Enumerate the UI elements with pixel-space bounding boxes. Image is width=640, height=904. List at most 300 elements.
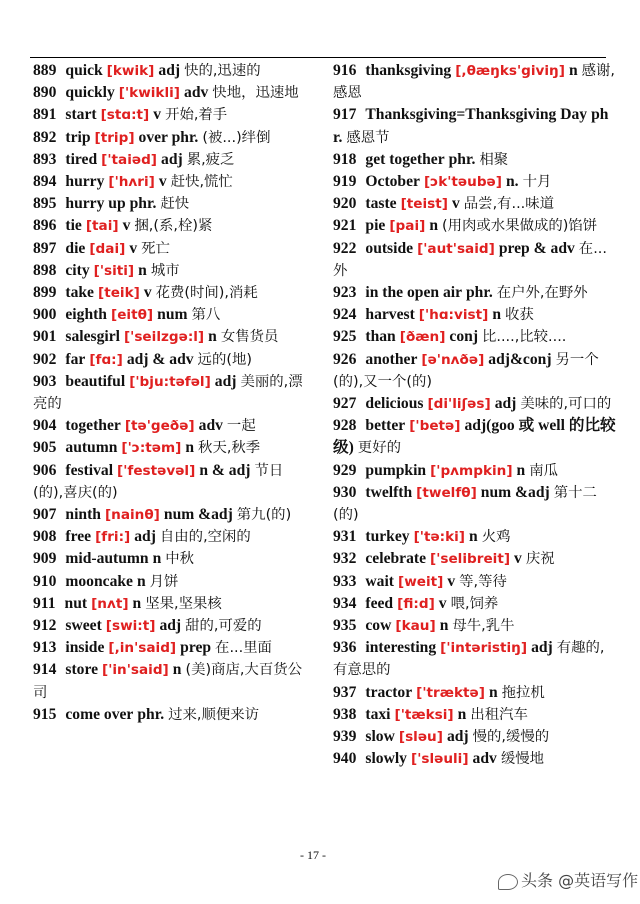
entry-part-of-speech: n (208, 328, 217, 346)
entry-number: 924 (333, 306, 357, 324)
entry-number: 936 (333, 639, 357, 657)
entry-word: die (65, 239, 86, 257)
entry-part-of-speech: v (514, 550, 522, 568)
entry-part-of-speech: conj (449, 328, 479, 346)
entry-word: quick (65, 62, 103, 79)
entry-word: get together (365, 150, 445, 168)
vocab-entry (33, 260, 311, 282)
entry-phonetic: [fɑ:] (89, 351, 123, 368)
entry-part-of-speech: n (138, 261, 147, 279)
vocab-entry (333, 304, 618, 326)
entry-word: hurry up (65, 195, 126, 213)
vocab-entry (333, 526, 618, 548)
vocab-entry (333, 615, 618, 637)
vocab-entry (33, 571, 311, 593)
vocab-entry (333, 238, 618, 282)
entry-definition: 城市 (150, 262, 180, 279)
entry-definition: (用肉或水果做成的)馅饼 (442, 218, 598, 235)
vocab-entry (33, 326, 311, 348)
entry-word: October (365, 173, 420, 191)
vocab-entry (33, 304, 311, 326)
entry-definition: 死亡 (141, 240, 170, 257)
entry-part-of-speech: adj (161, 150, 183, 168)
entry-number: 940 (333, 750, 357, 768)
entry-phonetic: ['pʌmpkin] (430, 462, 513, 479)
entry-number: 927 (333, 395, 357, 413)
entry-phonetic: ['kwikli] (118, 85, 181, 102)
entry-phonetic: [stɑ:t] (100, 107, 150, 124)
entry-word: start (65, 106, 97, 124)
entry-part-of-speech: adj (159, 617, 182, 635)
entry-number: 893 (33, 150, 57, 168)
entry-part-of-speech: adv (184, 84, 209, 102)
entry-part-of-speech: v (129, 239, 138, 257)
entry-word: celebrate (365, 550, 426, 568)
vocab-entry (33, 171, 311, 193)
entry-phonetic: [nʌt] (91, 595, 129, 612)
entry-number: 897 (33, 239, 57, 257)
vocab-entry (33, 637, 311, 659)
entry-part-of-speech: adj(goo 或 well 的比较级) (333, 417, 616, 457)
entry-definition: 拖拉机 (501, 684, 545, 701)
entry-number: 915 (33, 705, 57, 723)
entry-phonetic: ['taiəd] (101, 151, 158, 168)
entry-number: 918 (333, 150, 357, 168)
entry-number: 917 (333, 106, 357, 124)
entry-part-of-speech: adv (472, 750, 497, 768)
vocab-entry (333, 571, 618, 593)
entry-part-of-speech: v (158, 173, 167, 191)
entry-number: 899 (33, 284, 57, 302)
entry-word: mid-autumn (65, 550, 149, 568)
vocab-entry (333, 682, 618, 704)
entry-part-of-speech: prep (180, 639, 212, 657)
entry-part-of-speech: adj (494, 395, 517, 413)
entry-number: 907 (33, 506, 57, 524)
entry-phonetic: [,in'said] (108, 640, 177, 657)
entry-phonetic: [fri:] (95, 529, 131, 546)
entry-part-of-speech: adj (158, 62, 181, 79)
entry-part-of-speech: n (439, 617, 449, 635)
entry-word: tie (65, 217, 82, 235)
entry-phonetic: ['ɔ:təm] (121, 440, 182, 457)
entry-part-of-speech: n (457, 705, 467, 723)
entry-definition: 比....,比较.... (482, 329, 567, 346)
entry-word: harvest (365, 306, 415, 324)
entry-phonetic: [tai] (85, 218, 119, 235)
entry-phonetic: [kau] (395, 618, 436, 635)
entry-number: 900 (33, 306, 57, 324)
entry-word: tired (65, 150, 98, 168)
entry-word: sweet (65, 617, 102, 635)
entry-word: together (65, 417, 121, 435)
vocab-entry (33, 127, 311, 149)
vocab-entry (333, 704, 618, 726)
entry-word: taste (365, 195, 397, 213)
entry-phonetic: [pai] (389, 218, 426, 235)
vocab-entry (33, 349, 311, 371)
vocab-entry (333, 349, 618, 393)
watermark-logo-icon (498, 874, 518, 890)
entry-phonetic: [dai] (89, 240, 126, 257)
entry-word: eighth (65, 306, 107, 324)
entry-word: store (65, 661, 99, 679)
entry-phonetic: [teik] (97, 285, 140, 302)
entry-phonetic: [tə'geðə] (124, 418, 195, 435)
left-column (33, 60, 311, 726)
entry-phonetic: [fi:d] (397, 595, 435, 612)
entry-definition: 赶快,慌忙 (170, 174, 233, 191)
entry-word: outside (365, 239, 414, 257)
entry-number: 894 (33, 173, 57, 191)
entry-part-of-speech: phr. (137, 705, 165, 723)
entry-phonetic: [ɔk'təubə] (423, 174, 502, 191)
entry-word: far (65, 350, 86, 368)
entry-word: another (365, 350, 418, 368)
entry-number: 935 (333, 617, 357, 635)
vocab-entry (33, 659, 311, 703)
entry-definition: 第八 (191, 307, 221, 324)
entry-definition: 收获 (505, 307, 534, 324)
entry-word: inside (65, 639, 105, 657)
entry-number: 889 (33, 62, 57, 79)
vocab-entry (33, 460, 311, 504)
vocab-entry (333, 637, 618, 681)
entry-word: beautiful (65, 372, 126, 390)
entry-word: twelfth (365, 483, 413, 501)
vocab-entry (33, 437, 311, 459)
entry-part-of-speech: n (132, 594, 142, 612)
entry-part-of-speech: adj (446, 728, 469, 746)
entry-part-of-speech: adj (531, 639, 553, 657)
entry-number: 923 (333, 284, 357, 302)
entry-phonetic: [weit] (397, 573, 444, 590)
entry-phonetic: ['selibreit] (430, 551, 511, 568)
entry-definition: 月饼 (149, 573, 179, 590)
vocab-entry (333, 726, 618, 748)
entry-definition: 甜的,可爱的 (185, 618, 262, 635)
entry-phonetic: ['betə] (409, 418, 461, 435)
entry-word: feed (365, 594, 394, 612)
entry-word: in the open air (365, 284, 462, 302)
entry-number: 934 (333, 594, 357, 612)
entry-word: slow (365, 728, 395, 746)
entry-part-of-speech: n (492, 306, 501, 324)
entry-phonetic: ['tæksi] (394, 706, 454, 723)
entry-definition: 等,等待 (459, 573, 507, 590)
entry-definition: 慢的,缓慢的 (472, 729, 550, 746)
entry-word: pie (365, 217, 386, 235)
entry-definition: 自由的,空闲的 (159, 529, 251, 546)
entry-part-of-speech: n (568, 62, 578, 79)
entry-definition: 在户外,在野外 (496, 285, 588, 302)
entry-phonetic: ['siti] (93, 262, 135, 279)
entry-part-of-speech: n (152, 550, 162, 568)
entry-definition: 感谢,感恩 (333, 63, 615, 102)
entry-part-of-speech: v (447, 572, 456, 590)
entry-definition: 第十二(的) (333, 484, 597, 524)
right-column (333, 60, 618, 771)
entry-part-of-speech: n (429, 217, 439, 235)
entry-number: 903 (33, 372, 57, 390)
entry-part-of-speech: n (488, 683, 498, 701)
vocab-entry (33, 215, 311, 237)
page-number: - 17 - (300, 848, 326, 862)
entry-definition: 开始,着手 (165, 107, 228, 124)
entry-word: pumpkin (365, 461, 427, 479)
entry-number: 921 (333, 217, 357, 235)
entry-number: 892 (33, 128, 57, 146)
entry-definition: 花费(时间),消耗 (155, 285, 258, 302)
vocab-entry (33, 415, 311, 437)
entry-number: 909 (33, 550, 57, 568)
entry-definition: (被...)绊倒 (202, 129, 271, 146)
entry-phonetic: ['hɑ:vist] (418, 307, 489, 324)
entry-word: thanksgiving (365, 62, 452, 79)
entry-word: quickly (65, 84, 115, 102)
entry-definition: 南瓜 (529, 462, 559, 479)
entry-definition: 远的(地) (197, 351, 252, 368)
entry-definition: 母牛,乳牛 (452, 618, 515, 635)
entry-definition: 节日(的),喜庆(的) (33, 462, 284, 501)
entry-number: 898 (33, 261, 57, 279)
entry-part-of-speech: adj & adv (126, 350, 194, 368)
entry-phonetic: ['hʌri] (108, 174, 155, 191)
vocab-entry (333, 593, 618, 615)
entry-word: delicious (365, 395, 424, 413)
vocab-entry (333, 393, 618, 415)
vocab-entry (33, 526, 311, 548)
vocab-entry (333, 748, 618, 770)
entry-word: taxi (365, 705, 391, 723)
entry-phonetic: [nainθ] (104, 507, 160, 524)
entry-number: 901 (33, 328, 57, 346)
entry-number: 911 (33, 594, 56, 612)
entry-number: 931 (333, 528, 357, 546)
entry-phonetic: [twelfθ] (416, 484, 477, 501)
entry-part-of-speech: v (153, 106, 162, 124)
entry-number: 896 (33, 217, 57, 235)
entry-definition: 一起 (226, 418, 256, 435)
vocab-entry (333, 482, 618, 526)
entry-part-of-speech: n (136, 572, 146, 590)
entry-word: take (65, 284, 94, 302)
entry-number: 928 (333, 417, 357, 435)
vocab-entry (333, 215, 618, 237)
entry-definition: 捆,(系,栓)紧 (134, 218, 213, 235)
entry-number: 922 (333, 239, 357, 257)
entry-definition: 另一个(的),又一个(的) (333, 351, 599, 390)
entry-phonetic: [eitθ] (110, 307, 154, 324)
entry-part-of-speech: n & adj (199, 461, 251, 479)
vocab-entry (333, 171, 618, 193)
entry-phonetic: ['træktə] (416, 684, 485, 701)
entry-word: come over (65, 705, 134, 723)
entry-word: than (365, 328, 396, 346)
entry-phonetic: ['in'said] (102, 662, 169, 679)
vocab-entry (333, 282, 618, 304)
entry-definition: 第九(的) (236, 507, 292, 524)
vocab-entry (33, 371, 311, 415)
entry-part-of-speech: v (143, 284, 152, 302)
entry-word: Thanksgiving=Thanksgiving Day (365, 106, 588, 124)
entry-part-of-speech: prep & adv (498, 239, 575, 257)
vocab-entry (333, 548, 618, 570)
entry-part-of-speech: phr. (129, 195, 157, 213)
vocab-entry (333, 415, 618, 459)
entry-word: hurry (65, 173, 105, 191)
entry-definition: 快的,迅速的 (184, 63, 261, 79)
entry-part-of-speech: phr. (466, 284, 493, 302)
entry-definition: 相聚 (479, 151, 509, 168)
watermark-text: 头条 @英语写作 (521, 871, 639, 890)
vocab-entry (33, 548, 311, 570)
entry-word: slowly (365, 750, 407, 768)
entry-part-of-speech: n (172, 661, 182, 679)
entry-phonetic: [ðæn] (399, 329, 446, 346)
entry-phonetic: ['tə:ki] (413, 529, 466, 546)
entry-definition: 十月 (522, 174, 552, 191)
entry-phonetic: ['sləuli] (410, 751, 469, 768)
entry-word: free (65, 528, 92, 546)
entry-number: 920 (333, 195, 357, 213)
entry-number: 937 (333, 683, 357, 701)
entry-number: 926 (333, 350, 357, 368)
entry-word: better (365, 417, 406, 435)
entry-part-of-speech: num &adj (480, 483, 550, 501)
entry-number: 933 (333, 572, 357, 590)
entry-number: 890 (33, 84, 57, 102)
entry-phonetic: ['intəristiŋ] (440, 640, 528, 657)
entry-phonetic: ['aut'said] (417, 240, 495, 257)
watermark (498, 868, 638, 891)
entry-word: autumn (65, 439, 118, 457)
entry-part-of-speech: n (185, 439, 195, 457)
entry-part-of-speech: v (451, 195, 460, 213)
vocab-entry (33, 593, 311, 615)
vocab-entry (333, 104, 618, 148)
entry-number: 932 (333, 550, 357, 568)
vocab-entry (33, 615, 311, 637)
vocab-entry (33, 149, 311, 171)
top-rule (30, 57, 606, 58)
entry-number: 891 (33, 106, 57, 124)
entry-number: 916 (333, 62, 357, 79)
entry-word: wait (365, 572, 394, 590)
vocab-entry (33, 193, 311, 215)
entry-part-of-speech: v (122, 217, 131, 235)
vocab-entry (33, 282, 311, 304)
entry-definition: 缓慢地 (500, 751, 545, 768)
entry-number: 906 (33, 461, 57, 479)
entry-definition: 美味的,可口的 (520, 396, 612, 413)
entry-definition: 庆祝 (525, 551, 555, 568)
entry-part-of-speech: phr. (448, 150, 476, 168)
entry-definition: 中秋 (165, 551, 195, 568)
entry-definition: 在...外 (333, 240, 607, 279)
entry-word: festival (65, 461, 114, 479)
vocab-entry (333, 460, 618, 482)
entry-part-of-speech: adj&conj (488, 350, 552, 368)
vocab-entry (33, 704, 311, 726)
vocab-entry (33, 238, 311, 260)
entry-part-of-speech: adj (214, 372, 237, 390)
vocab-entry (333, 193, 618, 215)
entry-word: mooncake (65, 572, 133, 590)
entry-definition: 赶快 (160, 196, 190, 213)
entry-word: trip (65, 128, 91, 146)
entry-word: tractor (365, 683, 413, 701)
entry-phonetic: [trip] (94, 129, 135, 146)
entry-number: 925 (333, 328, 357, 346)
entry-word: interesting (365, 639, 437, 657)
vocab-entry (33, 60, 311, 82)
entry-word: turkey (365, 528, 410, 546)
entry-phonetic: [,θæŋks'giviŋ] (455, 63, 565, 79)
entry-number: 908 (33, 528, 57, 546)
vocab-entry (333, 149, 618, 171)
entry-word: ninth (65, 506, 101, 524)
entry-number: 904 (33, 417, 57, 435)
entry-definition: 美丽的,漂亮的 (33, 373, 303, 413)
entry-number: 913 (33, 639, 57, 657)
entry-part-of-speech: v (438, 594, 447, 612)
vocab-entry (333, 60, 618, 104)
entry-definition: 过来,顺便来访 (168, 706, 260, 723)
entry-number: 895 (33, 195, 57, 213)
entry-definition: 坚果,坚果核 (145, 595, 222, 612)
entry-definition: 感恩节 (346, 129, 390, 146)
entry-definition: 累,疲乏 (186, 151, 235, 168)
entry-part-of-speech: n (469, 528, 478, 546)
entry-definition: 出租汽车 (470, 706, 528, 723)
vocab-entry (33, 82, 311, 104)
entry-definition: 喂,饲养 (450, 595, 499, 612)
entry-definition: 火鸡 (481, 529, 511, 546)
entry-phonetic: [kwik] (106, 63, 155, 79)
entry-part-of-speech: adv (198, 417, 223, 435)
entry-number: 905 (33, 439, 57, 457)
entry-definition: 女售货员 (220, 329, 279, 346)
vocab-entry (33, 104, 311, 126)
entry-definition: 在...里面 (215, 640, 272, 657)
entry-part-of-speech: n (516, 461, 526, 479)
entry-phonetic: [swi:t] (105, 618, 156, 635)
entry-phonetic: ['bju:təfəl] (129, 373, 211, 390)
entry-number: 930 (333, 483, 357, 501)
entry-number: 939 (333, 728, 357, 746)
entry-word: city (65, 261, 90, 279)
entry-part-of-speech: over phr. (138, 128, 199, 146)
entry-phonetic: ['seilzgə:l] (123, 329, 205, 346)
entry-phonetic: ['festəvəl] (117, 462, 196, 479)
vocab-entry (33, 504, 311, 526)
entry-number: 919 (333, 173, 357, 191)
entry-definition: 快地，迅速地 (212, 85, 299, 102)
entry-phonetic: [sləu] (398, 729, 443, 746)
entry-definition: 更好的 (357, 440, 401, 457)
entry-number: 938 (333, 705, 357, 723)
entry-number: 910 (33, 572, 57, 590)
entry-number: 912 (33, 617, 57, 635)
entry-part-of-speech: adj (134, 528, 156, 546)
entry-phonetic: [ə'nʌðə] (421, 351, 485, 368)
entry-phonetic: [teist] (400, 196, 448, 213)
entry-definition: (美)商店,大百货公司 (33, 662, 302, 701)
entry-part-of-speech: num (157, 306, 188, 324)
entry-definition: 有趣的,有意思的 (333, 640, 605, 679)
entry-number: 929 (333, 461, 357, 479)
